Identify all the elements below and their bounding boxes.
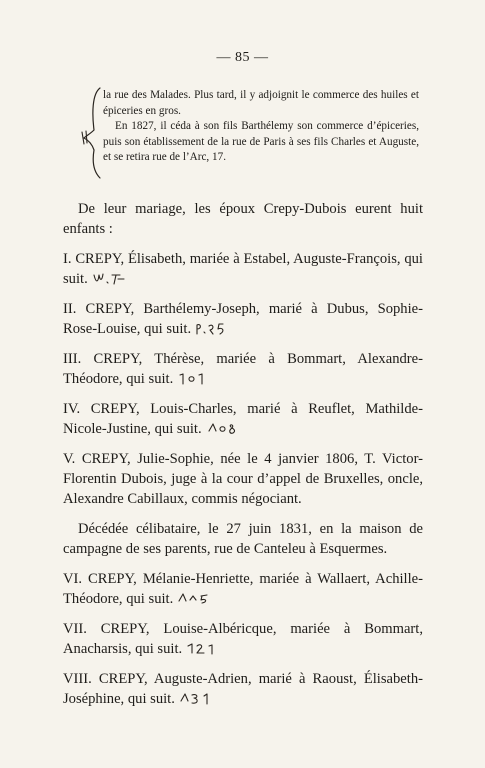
handwritten-annotation-121	[186, 641, 232, 655]
entry-text: II. CREPY, Barthélemy-Joseph, marié à Dubus, Sophie-Rose-Louise, qui suit.	[63, 301, 423, 337]
entry-7	[63, 619, 423, 659]
entry-5-note: Décédée célibataire, le 27 juin 1831, en la maison de campagne de ses parents, rue de Canteleu à Esquermes.	[63, 521, 423, 557]
main-text	[63, 199, 423, 719]
page-number: — 85 —	[216, 50, 269, 65]
handwritten-annotation-131	[179, 691, 225, 705]
handwritten-annotation-101	[177, 371, 223, 385]
footnote-line-2: En 1827, il céda à son fils Barthélemy son commerce d’épiceries, puis son établissement de la rue de Paris à ses fils Charles et Auguste, et se retira rue de l’Arc, 17.	[103, 120, 419, 164]
handwritten-annotation-p87	[92, 271, 138, 285]
entry-text: VII. CREPY, Louise-Albéricque, mariée à Bommart, Anacharsis, qui suit.	[63, 621, 423, 657]
entry-3	[63, 349, 423, 389]
entry-6	[63, 569, 423, 609]
handwritten-bracket-mark	[80, 84, 102, 180]
entry-text: VIII. CREPY, Auguste-Adrien, marié à Raoust, Élisabeth-Joséphine, qui suit.	[63, 671, 423, 707]
handwritten-annotation-108	[206, 421, 252, 435]
entry-text: VI. CREPY, Mélanie-Henriette, mariée à Wallaert, Achille-Théodore, qui suit.	[63, 571, 423, 607]
footnote-block	[103, 88, 419, 166]
entry-1	[63, 249, 423, 289]
handwritten-annotation-p95	[195, 321, 241, 335]
entry-4	[63, 399, 423, 439]
entry-text: III. CREPY, Thérèse, mariée à Bommart, Alexandre-Théodore, qui suit.	[63, 351, 423, 387]
footnote-line-1: la rue des Malades. Plus tard, il y adjoignit le commerce des huiles et épiceries en gros.	[103, 89, 419, 117]
entry-text: I. CREPY, Élisabeth, mariée à Estabel, Auguste-François, qui suit.	[63, 251, 423, 287]
intro-paragraph: De leur mariage, les époux Crepy-Dubois eurent huit enfants :	[63, 201, 423, 237]
entry-text: IV. CREPY, Louis-Charles, marié à Reuflet, Mathilde-Nicole-Justine, qui suit.	[63, 401, 423, 437]
handwritten-annotation-115	[177, 591, 223, 605]
entry-2	[63, 299, 423, 339]
entry-5: V. CREPY, Julie-Sophie, née le 4 janvier 1806, T. Victor-Florentin Dubois, juge à la cour d’appel de Bruxelles, oncle, Alexandre Cabillaux, commis négociant.	[63, 451, 423, 507]
entry-8	[63, 669, 423, 709]
